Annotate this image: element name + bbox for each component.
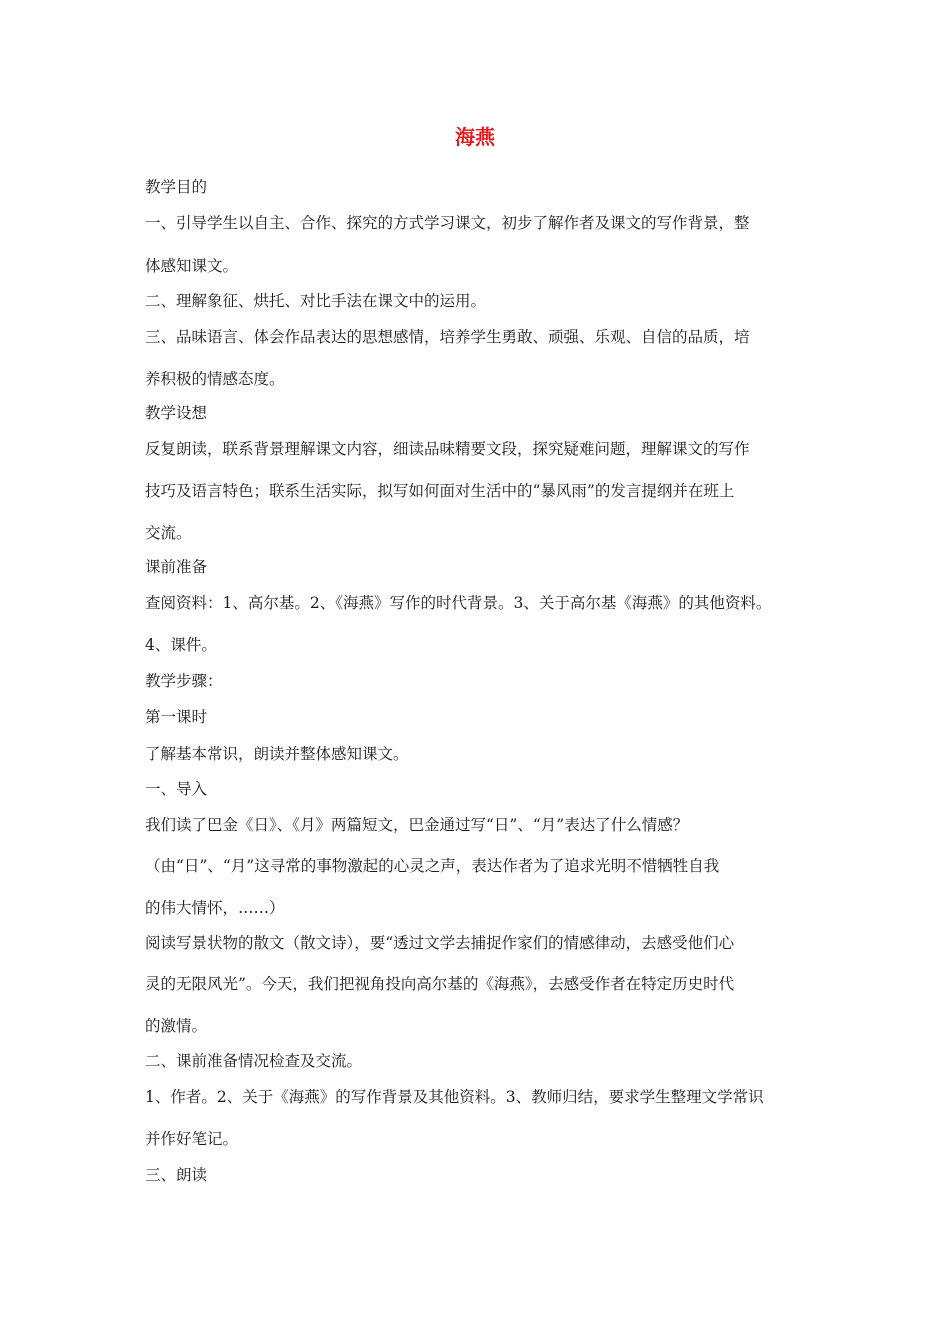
text-line: 并作好笔记。 [145,1130,239,1148]
text-line: 反复朗读，联系背景理解课文内容，细读品味精要文段，探究疑难问题，理解课文的写作 [145,440,750,458]
text-line: 了解基本常识，朗读并整体感知课文。 [145,745,409,763]
text-line: 三、朗读 [145,1166,208,1184]
text-line: 一、引导学生以自主、合作、探究的方式学习课文，初步了解作者及课文的写作背景，整 [145,214,750,232]
text-line: 第一课时 [145,708,208,726]
text-line: 技巧及语言特色；联系生活实际，拟写如何面对生活中的“暴风雨”的发言提纲并在班上 [145,482,735,500]
text-line: 教学步骤： [145,672,223,690]
text-line: 1、作者。2、关于《海燕》的写作背景及其他资料。3、教师归结，要求学生整理文学常识 [145,1088,764,1106]
text-line: 的激情。 [145,1017,208,1035]
text-line: 教学目的 [145,178,208,196]
text-line: 二、课前准备情况检查及交流。 [145,1052,363,1070]
document-title: 海燕 [455,125,495,149]
text-line: 4、课件。 [145,636,217,654]
text-line: 阅读写景状物的散文（散文诗），要“透过文学去捕捉作家们的情感律动，去感受他们心 [145,934,735,952]
text-line: 教学设想 [145,404,208,422]
text-line: 灵的无限风光”。今天，我们把视角投向高尔基的《海燕》，去感受作者在特定历史时代 [145,975,735,993]
text-line: 课前准备 [145,558,208,576]
text-line: 三、品味语言、体会作品表达的思想感情，培养学生勇敢、顽强、乐观、自信的品质，培 [145,328,750,346]
text-line: 查阅资料：1、高尔基。2、《海燕》写作的时代背景。3、关于高尔基《海燕》的其他资料。 [145,594,772,612]
text-line: 的伟大情怀，……） [145,899,285,917]
text-line: 我们读了巴金《日》、《月》两篇短文，巴金通过写“日”、“月”表达了什么情感？ [145,816,689,834]
text-line: 体感知课文。 [145,257,239,275]
text-line: 交流。 [145,524,192,542]
text-line: 养积极的情感态度。 [145,370,285,388]
text-line: （由“日”、“月”这寻常的事物激起的心灵之声，表达作者为了追求光明不惜牺牲自我 [145,857,720,875]
text-line: 二、理解象征、烘托、对比手法在课文中的运用。 [145,292,487,310]
text-line: 一、导入 [145,780,208,798]
